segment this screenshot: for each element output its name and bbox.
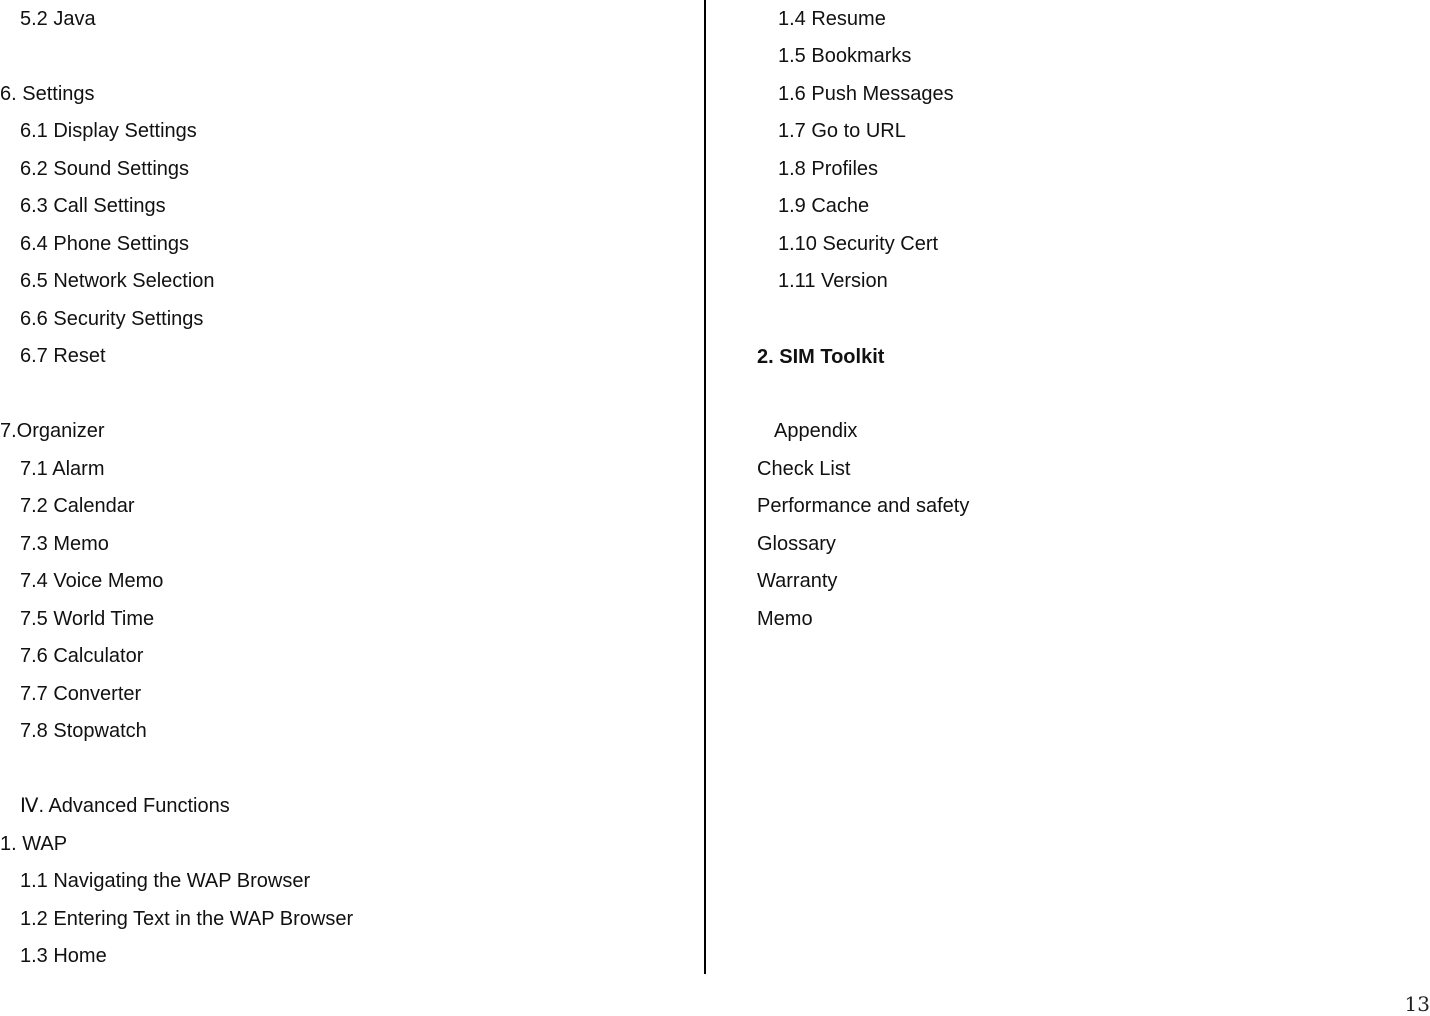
toc-entry: Glossary — [757, 533, 836, 555]
toc-entry: 1.7 Go to URL — [778, 120, 906, 142]
toc-entry: 7.7 Converter — [20, 683, 142, 705]
toc-entry: 7.6 Calculator — [20, 645, 144, 667]
toc-entry: 7.3 Memo — [20, 533, 109, 555]
toc-entry: Warranty — [757, 570, 838, 592]
toc-entry: 1.1 Navigating the WAP Browser — [20, 870, 311, 892]
toc-entry: 1.10 Security Cert — [778, 233, 939, 255]
toc-entry: 7.8 Stopwatch — [20, 720, 147, 742]
toc-entry: 1.11 Version — [778, 270, 888, 292]
toc-entry: 6.5 Network Selection — [20, 270, 215, 292]
toc-entry: 6.3 Call Settings — [20, 195, 166, 217]
toc-entry: 7.1 Alarm — [20, 458, 105, 480]
toc-entry: 6.2 Sound Settings — [20, 158, 190, 180]
toc-section-heading: 2. SIM Toolkit — [757, 346, 885, 368]
toc-entry: 5.2 Java — [20, 8, 96, 30]
toc-chapter-heading: Appendix — [774, 420, 858, 442]
toc-entry: 1.4 Resume — [778, 8, 886, 30]
toc-entry: 7.5 World Time — [20, 608, 155, 630]
toc-section-heading: 1. WAP — [0, 833, 68, 855]
toc-entry: 1.9 Cache — [778, 195, 870, 217]
toc-entry: Check List — [757, 458, 851, 480]
column-divider — [704, 0, 706, 974]
toc-entry: 1.6 Push Messages — [778, 83, 954, 105]
toc-entry: 7.2 Calendar — [20, 495, 135, 517]
toc-entry: 1.5 Bookmarks — [778, 45, 912, 67]
toc-entry: 6.6 Security Settings — [20, 308, 204, 330]
toc-section-heading: 7.Organizer — [0, 420, 105, 442]
toc-entry: 1.2 Entering Text in the WAP Browser — [20, 908, 354, 930]
toc-entry: Performance and safety — [757, 495, 970, 517]
toc-entry: 1.8 Profiles — [778, 158, 879, 180]
toc-chapter-heading: Ⅳ. Advanced Functions — [20, 795, 230, 817]
toc-entry: 6.4 Phone Settings — [20, 233, 190, 255]
toc-entry: Memo — [757, 608, 813, 630]
toc-section-heading: 6. Settings — [0, 83, 95, 105]
toc-entry: 6.1 Display Settings — [20, 120, 197, 142]
toc-entry: 1.3 Home — [20, 945, 107, 967]
page-number: 13 — [1404, 992, 1430, 1016]
toc-entry: 6.7 Reset — [20, 345, 106, 367]
toc-entry: 7.4 Voice Memo — [20, 570, 164, 592]
